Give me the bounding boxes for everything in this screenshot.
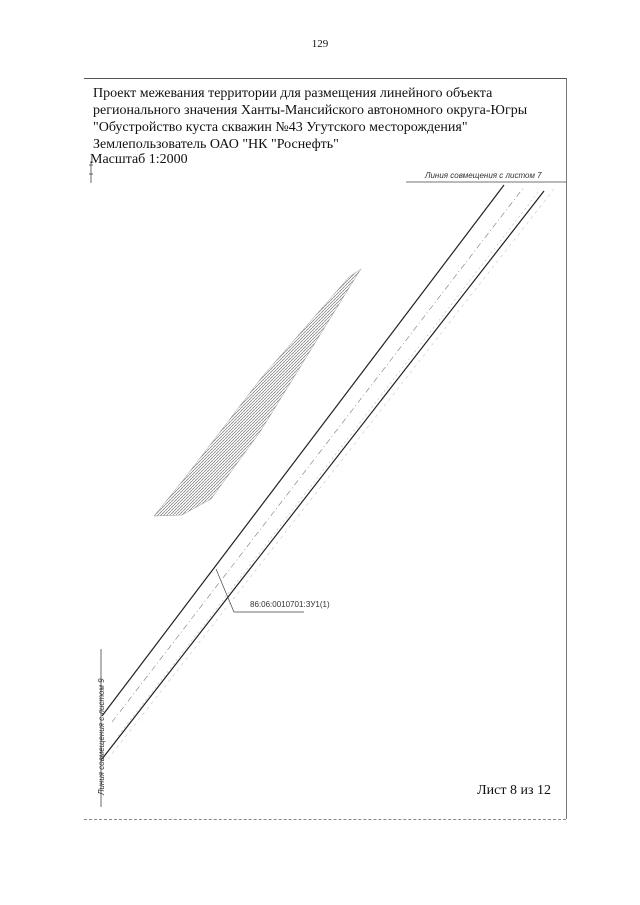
hatched-area: [154, 269, 361, 516]
corridor-axis-1: [112, 187, 524, 722]
title-line: Землепользователь ОАО "НК "Роснефть": [93, 137, 339, 152]
joint-line-left-label: Линия совмещения с листом 9: [97, 678, 106, 795]
title-line: Проект межевания территории для размещения линейного объекта: [93, 86, 493, 101]
scale-label: Масштаб 1:2000: [90, 152, 188, 167]
title-line: "Обустройство куста скважин №43 Угутского месторождения": [93, 120, 468, 135]
corridor-axis-3: [108, 189, 554, 759]
corridor-boundary-lower: [102, 191, 544, 759]
corridor-axis-2: [118, 191, 539, 736]
document-title: [93, 85, 527, 153]
sheet-label: Лист 8 из 12: [477, 783, 551, 798]
parcel-label: 86:06:0010701:ЗУ1(1): [250, 600, 330, 609]
corridor-boundary-upper: [102, 185, 504, 716]
title-line: регионального значения Ханты-Мансийского автономного округа-Югры: [93, 103, 528, 118]
page-number: 129: [311, 38, 329, 50]
joint-line-top-label: Линия совмещения с листом 7: [425, 171, 542, 180]
map-sheet: [84, 78, 567, 819]
map-drawing: [84, 79, 566, 819]
